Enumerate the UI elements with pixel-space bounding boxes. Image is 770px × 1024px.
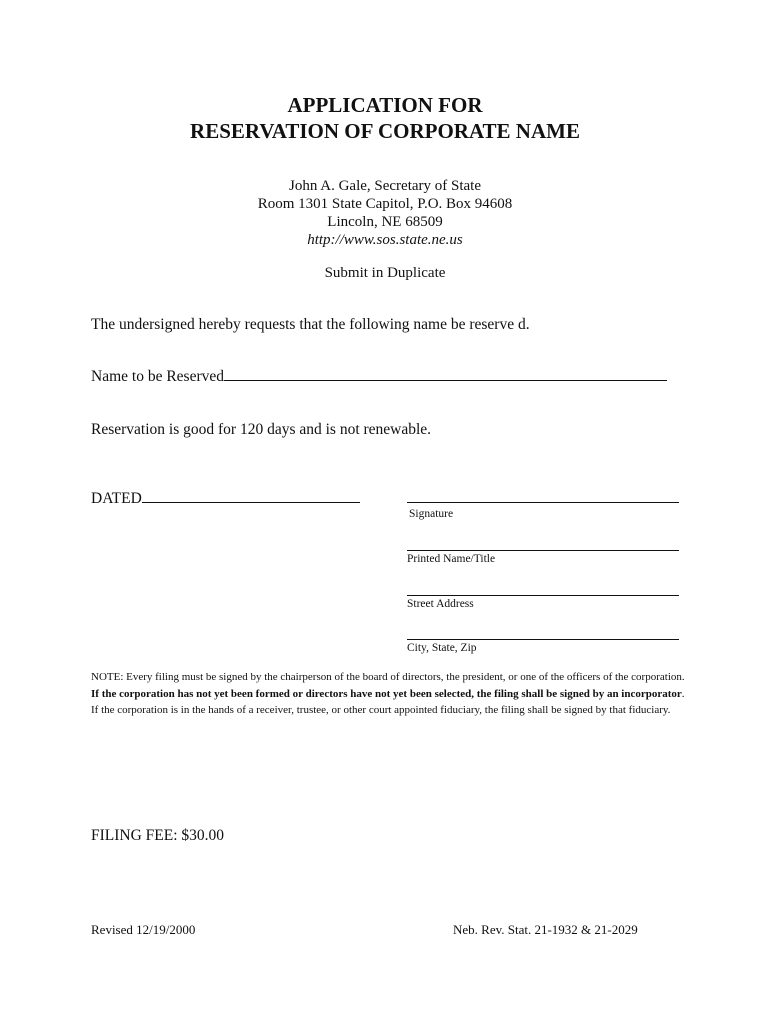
form-title-line2: RESERVATION OF CORPORATE NAME bbox=[190, 119, 580, 143]
submit-instruction: Submit in Duplicate bbox=[324, 265, 446, 281]
city-state-zip-field[interactable] bbox=[407, 639, 679, 640]
printed-name-field[interactable] bbox=[407, 550, 679, 551]
signature-field[interactable] bbox=[407, 502, 679, 503]
note-text-1: NOTE: Every filing must be signed by the chairperson of the board of directors, the president, or one of the officers of the corporation. bbox=[91, 671, 685, 683]
city-state-zip-label: City, State, Zip bbox=[407, 642, 477, 654]
printed-name-label: Printed Name/Title bbox=[407, 553, 496, 565]
request-statement: The undersigned hereby requests that the following name be reserve d. bbox=[91, 316, 530, 333]
office-official: John A. Gale, Secretary of State bbox=[288, 178, 482, 194]
filing-fee: FILING FEE: $30.00 bbox=[91, 827, 225, 844]
name-to-reserve-label: Name to be Reserved bbox=[91, 368, 224, 385]
note-text-2: . If the corporation is in the hands of a receiver, trustee, or other court appointed fiduciary, the filing shall be signed by that fiduciary. bbox=[91, 687, 685, 716]
note-text-bold: If the corporation has not yet been formed or directors have not yet been selected, the filing shall be signed by an incorporator bbox=[91, 687, 682, 700]
dated-label: DATED bbox=[91, 490, 142, 507]
statute-reference: Neb. Rev. Stat. 21-1932 & 21-2029 bbox=[453, 922, 638, 937]
office-website-link[interactable]: http://www.sos.state.ne.us bbox=[307, 232, 463, 248]
validity-statement: Reservation is good for 120 days and is not renewable. bbox=[91, 421, 432, 438]
signature-label: Signature bbox=[409, 508, 454, 520]
dated-row bbox=[91, 490, 360, 508]
signing-note bbox=[91, 669, 686, 719]
revised-date: Revised 12/19/2000 bbox=[91, 922, 196, 937]
office-city: Lincoln, NE 68509 bbox=[327, 214, 443, 230]
office-room: Room 1301 State Capitol, P.O. Box 94608 bbox=[257, 196, 513, 212]
street-address-field[interactable] bbox=[407, 595, 679, 596]
date-field[interactable] bbox=[142, 501, 360, 503]
name-to-reserve-field[interactable] bbox=[224, 379, 667, 381]
form-title-line1: APPLICATION FOR bbox=[287, 93, 483, 117]
street-address-label: Street Address bbox=[407, 598, 474, 610]
name-to-reserve-row bbox=[91, 368, 667, 386]
